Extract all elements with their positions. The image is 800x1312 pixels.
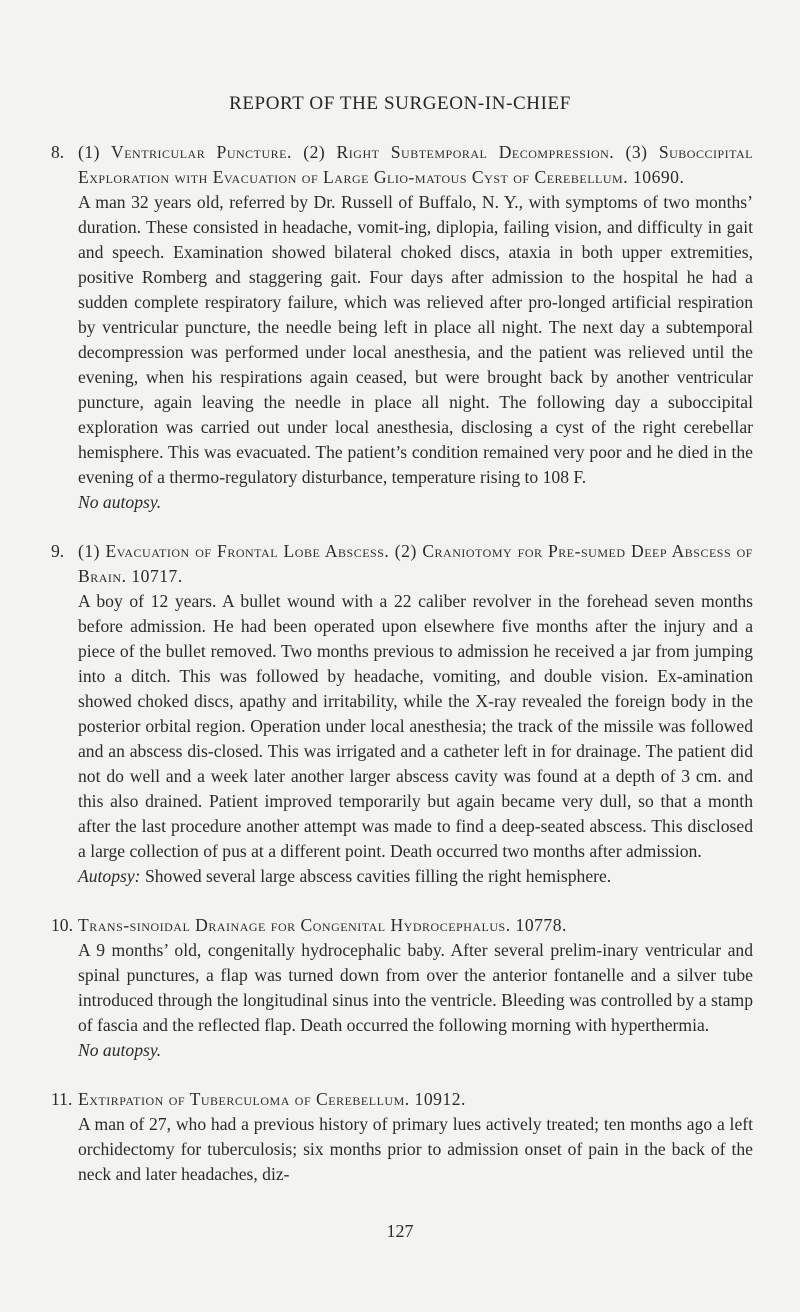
autopsy-label: No autopsy. — [78, 492, 162, 512]
running-header: REPORT OF THE SURGEON-IN-CHIEF — [229, 93, 571, 114]
autopsy-note — [78, 1038, 753, 1063]
case-body: A boy of 12 years. A bullet wound with a 22 caliber revolver in the forehead seven months before admission. He had been operated upon elsewhere five months after the injury and a piece of the bullet removed. Two months previous to admission he received a jar from jumping into a ditch. This was followed by headache, vomiting, and double vision. Ex-amination showed choked discs, apathy and irritability, while the X-ray revealed the foreign body in the posterior orbital region. Operation under local anesthesia; the track of the missile was followed and an abscess dis-closed. This was irrigated and a catheter left in for drainage. The patient did not do well and a week later another larger abscess cavity was found at a depth of 3 cm. and this also drained. Patient improved temporarily but again became very dull, so that a month after the last procedure another attempt was made to find a deep-seated abscess. This disclosed a large collection of pus at a different point. Death occurred two months after admission. — [78, 591, 753, 861]
case-number: 9. — [51, 541, 65, 561]
case-body: A man of 27, who had a previous history of primary lues actively treated; ten months ago a left orchidectomy for tuberculosis; six months prior to admission onset of pain in the back of the neck and later headaches, diz- — [78, 1114, 753, 1184]
autopsy-text: Showed several large abscess cavities filling the right hemisphere. — [140, 866, 612, 886]
case-body: A man 32 years old, referred by Dr. Russell of Buffalo, N. Y., with symptoms of two months’ duration. These consisted in headache, vomit-ing, diplopia, failing vision, and difficulty in gait and speech. Examination showed bilateral choked discs, ataxia in both upper extremities, positive Romberg and staggering gait. Four days after admission to the hospital he had a sudden complete respiratory failure, which was relieved after pro-longed artificial respiration by ventricular puncture, the needle being left in place all night. The next day a subtemporal decompression was performed under local anesthesia, and the patient was relieved until the evening, when his respirations again ceased, but were brought back by another ventricular puncture, again leaving the needle in place all night. The following day a suboccipital exploration was carried out under local anesthesia, disclosing a cyst of the right cerebellar hemisphere. This was evacuated. The patient’s condition remained very poor and he died in the evening of a thermo-regulatory disturbance, temperature rising to 108 F. — [78, 192, 753, 487]
case-body: A 9 months’ old, congenitally hydrocephalic baby. After several prelim-inary ventricular and spinal punctures, a flap was turned down from over the anterior fontanelle and a silver tube introduced through the longitudinal sinus into the ventricle. Bleeding was controlled by a stamp of fascia and the reflected flap. Death occurred the following morning with hyperthermia. — [78, 940, 753, 1035]
case-title: (1) Evacuation of Frontal Lobe Abscess. (2) Craniotomy for Pre-sumed Deep Abscess of Brain. 10717. — [78, 541, 753, 586]
case-entry-9 — [51, 539, 753, 889]
case-title: Extirpation of Tuberculoma of Cerebellum. 10912. — [78, 1089, 466, 1109]
autopsy-label: No autopsy. — [78, 1040, 162, 1060]
autopsy-note — [78, 864, 753, 889]
page-content — [51, 140, 753, 1211]
case-entry-8 — [51, 140, 753, 515]
page-number: 127 — [386, 1221, 414, 1241]
case-entry-11 — [51, 1087, 753, 1187]
autopsy-note — [78, 490, 753, 515]
case-number: 10. — [51, 915, 73, 935]
case-number: 8. — [51, 142, 65, 162]
case-number: 11. — [51, 1089, 73, 1109]
case-title: Trans-sinoidal Drainage for Congenital Hydrocephalus. 10778. — [78, 915, 567, 935]
case-entry-10 — [51, 913, 753, 1063]
autopsy-label: Autopsy: — [78, 866, 141, 886]
case-title: (1) Ventricular Puncture. (2) Right Subtemporal Decompression. (3) Suboccipital Exploration with Evacuation of Large Glio-matous Cyst of Cerebellum. 10690. — [78, 142, 753, 187]
